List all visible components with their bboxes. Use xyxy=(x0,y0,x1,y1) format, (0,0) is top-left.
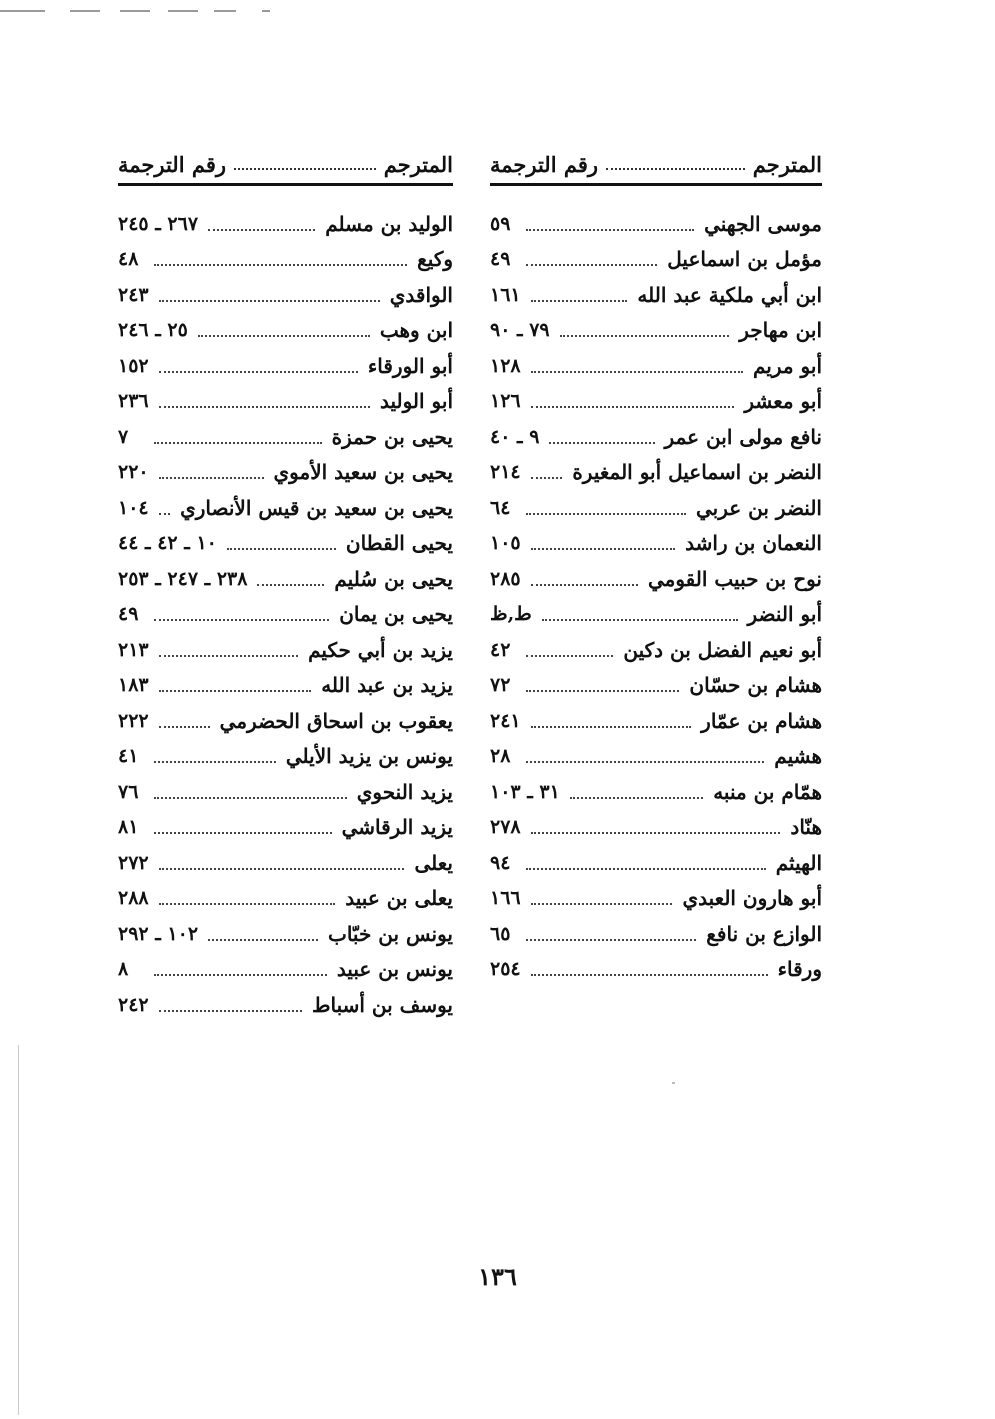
entry-name: يحيى بن سعيد الأموي xyxy=(273,460,453,485)
index-entry xyxy=(118,242,453,278)
entry-name: يحيى بن حمزة xyxy=(331,424,453,449)
index-entry xyxy=(490,348,822,384)
entry-name: الهيثم xyxy=(775,850,822,875)
index-entry xyxy=(490,739,822,775)
index-entry xyxy=(490,668,822,704)
entry-number: ٢٤٢ xyxy=(118,993,149,1016)
entry-number: ٤٩ xyxy=(118,603,139,626)
entry-name: النضر بن اسماعيل أبو المغيرة xyxy=(572,460,822,485)
leader-dots xyxy=(159,513,170,515)
entry-number: ٤٩ xyxy=(490,248,511,271)
leader-dots xyxy=(159,655,298,657)
index-entry xyxy=(490,313,822,349)
entry-number: ٧٦ xyxy=(118,780,139,803)
index-entry xyxy=(490,206,822,242)
entry-number: ٢١٣ xyxy=(118,638,149,661)
entry-name: يحيى بن سُليم xyxy=(334,566,453,591)
entry-number: ١٠٥ xyxy=(490,532,521,555)
entry-name: يعقوب بن اسحاق الحضرمي xyxy=(219,708,453,733)
index-entry xyxy=(118,952,453,988)
leader-dots xyxy=(159,371,358,373)
entry-name: يزيد بن عبد الله xyxy=(321,673,453,698)
index-entry xyxy=(118,419,453,455)
scan-mark xyxy=(168,10,198,12)
entry-name: يحيى بن يمان xyxy=(339,602,453,627)
index-column-left xyxy=(118,140,453,1023)
leader-dots xyxy=(208,229,315,231)
leader-dots xyxy=(526,229,694,231)
entry-name: هشيم xyxy=(774,744,822,769)
entry-name: أبو الورقاء xyxy=(367,353,453,378)
header-leader-dots xyxy=(606,167,745,170)
index-entry xyxy=(490,881,822,917)
entry-number: ٢١٤ xyxy=(490,461,521,484)
leader-dots xyxy=(526,690,679,692)
entry-number: ١٥٢ xyxy=(118,354,149,377)
leader-dots xyxy=(526,939,696,941)
entry-number: ٢٥٤ xyxy=(490,958,521,981)
index-entry xyxy=(490,490,822,526)
entry-name: أبو معشر xyxy=(744,389,822,414)
scan-mark xyxy=(0,10,45,12)
leader-dots xyxy=(159,300,380,302)
leader-dots xyxy=(159,903,336,905)
index-entry xyxy=(490,455,822,491)
entry-number: ٢٧٨ xyxy=(490,816,521,839)
index-entry xyxy=(490,632,822,668)
entry-number: ١٢٨ xyxy=(490,354,521,377)
entry-number: ٧٩ ـ ٩٠ xyxy=(490,319,550,342)
entry-number: ٨١ xyxy=(118,816,139,839)
scan-mark xyxy=(262,10,270,12)
entry-name: الوليد بن مسلم xyxy=(325,211,453,236)
entry-name: هشام بن عمّار xyxy=(701,708,822,733)
index-column-right xyxy=(490,140,822,987)
entry-name: نافع مولى ابن عمر xyxy=(664,424,822,449)
scan-mark xyxy=(214,10,236,12)
entry-name: هشام بن حسّان xyxy=(689,673,822,698)
leader-dots xyxy=(154,619,329,621)
leader-dots xyxy=(531,832,781,834)
index-entry xyxy=(118,455,453,491)
entry-number: ٤١ xyxy=(118,745,139,768)
leader-dots xyxy=(570,797,703,799)
leader-dots xyxy=(531,548,676,550)
entry-number: ٢٥ ـ ٢٤٦ xyxy=(118,319,188,342)
entry-name: ورقاء xyxy=(777,957,822,982)
entry-name: يزيد الرقاشي xyxy=(341,815,453,840)
index-entry xyxy=(490,384,822,420)
index-entry xyxy=(490,810,822,846)
entry-name: يعلى xyxy=(414,850,453,875)
entry-number: ٢٨ xyxy=(490,745,511,768)
entry-number: ٧ xyxy=(118,425,129,448)
entry-number: ٢٢٢ xyxy=(118,709,149,732)
entry-number: ٧٢ xyxy=(490,674,511,697)
leader-dots xyxy=(159,726,210,728)
index-entry xyxy=(490,277,822,313)
leader-dots xyxy=(526,761,764,763)
entry-number: ١٦٦ xyxy=(490,887,521,910)
leader-dots xyxy=(526,868,766,870)
leader-dots xyxy=(542,619,738,621)
entry-number: ٣١ ـ ١٠٣ xyxy=(490,780,560,803)
leader-dots xyxy=(526,264,657,266)
entry-number: ٢٤٣ xyxy=(118,283,149,306)
entry-number: ١٠٢ ـ ٢٩٢ xyxy=(118,922,199,945)
index-entry xyxy=(490,774,822,810)
entry-name: أبو النضر xyxy=(747,602,822,627)
index-entry xyxy=(118,632,453,668)
leader-dots xyxy=(154,264,407,266)
leader-dots xyxy=(531,371,743,373)
scan-mark xyxy=(70,10,100,12)
index-entry xyxy=(490,916,822,952)
entry-name: هنّاد xyxy=(790,815,822,840)
index-entry xyxy=(490,845,822,881)
index-entry xyxy=(118,703,453,739)
entry-number: ١٠ ـ ٤٢ ـ ٤٤ xyxy=(118,532,217,555)
entry-name: وكيع xyxy=(417,247,453,272)
index-entry xyxy=(118,881,453,917)
leader-dots xyxy=(159,1010,302,1012)
column-header xyxy=(490,140,822,186)
entry-name: يزيد النحوي xyxy=(356,779,453,804)
leader-dots xyxy=(257,584,324,586)
entry-number: ٤٢ xyxy=(490,638,511,661)
index-entry xyxy=(118,597,453,633)
entry-number: ٢٨٥ xyxy=(490,567,521,590)
scan-mark xyxy=(120,10,150,12)
entry-name: يعلى بن عبيد xyxy=(345,886,453,911)
index-entry xyxy=(118,845,453,881)
entry-number: ٨ xyxy=(118,958,129,981)
entry-name: النعمان بن راشد xyxy=(685,531,822,556)
index-entry xyxy=(118,277,453,313)
leader-dots xyxy=(154,761,276,763)
header-name-label: المترجم xyxy=(383,152,453,177)
leader-dots xyxy=(531,726,692,728)
header-number-label: رقم الترجمة xyxy=(490,152,599,177)
entry-name: ابن وهب xyxy=(379,318,453,343)
index-entry xyxy=(490,703,822,739)
header-name-label: المترجم xyxy=(752,152,822,177)
entry-name: ابن مهاجر xyxy=(739,318,822,343)
entry-name: الواقدي xyxy=(389,282,453,307)
index-entry xyxy=(118,668,453,704)
index-entry xyxy=(118,490,453,526)
leader-dots xyxy=(198,335,370,337)
header-leader-dots xyxy=(234,167,376,170)
leader-dots xyxy=(159,690,312,692)
leader-dots xyxy=(531,903,673,905)
leader-dots xyxy=(208,939,318,941)
index-entry xyxy=(118,348,453,384)
leader-dots xyxy=(531,406,735,408)
entry-name: مؤمل بن اسماعيل xyxy=(667,247,822,272)
leader-dots xyxy=(531,300,628,302)
leader-dots xyxy=(531,584,638,586)
entry-name: نوح بن حبيب القومي xyxy=(647,566,822,591)
entry-name: النضر بن عربي xyxy=(696,495,822,520)
entry-name: يحيى بن سعيد بن قيس الأنصاري xyxy=(180,495,453,520)
index-entry xyxy=(490,561,822,597)
column-header xyxy=(118,140,453,186)
index-entry xyxy=(118,987,453,1023)
entry-number: ٢٨٨ xyxy=(118,887,149,910)
leader-dots xyxy=(154,832,332,834)
entry-name: أبو مريم xyxy=(752,353,822,378)
index-entry xyxy=(118,206,453,242)
index-entry xyxy=(118,739,453,775)
index-entry xyxy=(490,952,822,988)
index-entry xyxy=(490,526,822,562)
index-entry xyxy=(118,313,453,349)
entry-number: ١٢٦ xyxy=(490,390,521,413)
entry-name: يحيى القطان xyxy=(345,531,453,556)
entry-name: أبو هارون العبدي xyxy=(682,886,822,911)
index-entry xyxy=(118,526,453,562)
entry-number: ٦٥ xyxy=(490,922,511,945)
entry-number: ٢٦٧ ـ ٢٤٥ xyxy=(118,212,199,235)
index-entry xyxy=(118,810,453,846)
leader-dots xyxy=(227,548,336,550)
leader-dots xyxy=(531,477,563,479)
entry-number: ٢٢٠ xyxy=(118,461,149,484)
index-entry xyxy=(118,561,453,597)
entry-name: يونس بن عبيد xyxy=(336,957,453,982)
leader-dots xyxy=(531,974,768,976)
index-entry xyxy=(118,774,453,810)
entry-name: يوسف بن أسباط xyxy=(311,992,453,1017)
entry-list xyxy=(118,206,453,1023)
entry-name: ابن أبي ملكية عبد الله xyxy=(637,282,822,307)
entry-number: ٦٤ xyxy=(490,496,511,519)
entry-number: ط,ظ xyxy=(490,603,532,626)
index-entry xyxy=(118,916,453,952)
leader-dots xyxy=(159,868,405,870)
entry-name: يزيد بن أبي حكيم xyxy=(308,637,453,662)
index-entry xyxy=(490,242,822,278)
header-number-label: رقم الترجمة xyxy=(118,152,227,177)
index-entry xyxy=(118,384,453,420)
entry-number: ٥٩ xyxy=(490,212,511,235)
leader-dots xyxy=(159,406,370,408)
entry-number: ٢٣٦ xyxy=(118,390,149,413)
entry-number: ١٠٤ xyxy=(118,496,149,519)
leader-dots xyxy=(549,442,654,444)
index-entry xyxy=(490,419,822,455)
page-number: ١٣٦ xyxy=(478,1262,517,1291)
leader-dots xyxy=(526,513,686,515)
entry-number: ١٨٣ xyxy=(118,674,149,697)
leader-dots xyxy=(526,655,613,657)
entry-number: ٢٧٢ xyxy=(118,851,149,874)
entry-number: ٤٨ xyxy=(118,248,139,271)
entry-number: ٢٣٨ ـ ٢٤٧ ـ ٢٥٣ xyxy=(118,567,248,590)
entry-name: موسى الجهني xyxy=(704,211,822,236)
entry-number: ٩ ـ ٤٠ xyxy=(490,425,540,448)
leader-dots xyxy=(154,442,322,444)
entry-name: يونس بن خبّاب xyxy=(328,921,453,946)
entry-name: همّام بن منبه xyxy=(713,779,822,804)
leader-dots xyxy=(560,335,730,337)
leader-dots xyxy=(154,797,347,799)
index-entry xyxy=(490,597,822,633)
entry-number: ٢٤١ xyxy=(490,709,521,732)
entry-number: ١٦١ xyxy=(490,283,521,306)
entry-list xyxy=(490,206,822,987)
entry-name: أبو الوليد xyxy=(379,389,453,414)
scan-speck xyxy=(672,1082,675,1084)
entry-name: يونس بن يزيد الأيلي xyxy=(285,744,453,769)
scan-margin-line xyxy=(18,1045,19,1415)
leader-dots xyxy=(159,477,264,479)
entry-number: ٩٤ xyxy=(490,851,511,874)
entry-name: الوازع بن نافع xyxy=(706,921,822,946)
leader-dots xyxy=(154,974,327,976)
entry-name: أبو نعيم الفضل بن دكين xyxy=(623,637,822,662)
